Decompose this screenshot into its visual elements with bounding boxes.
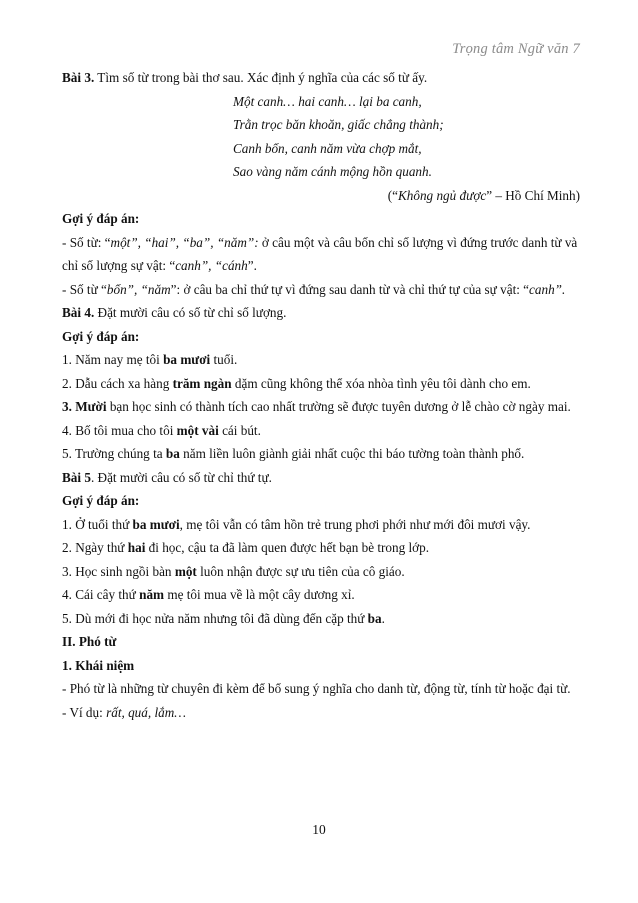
exercise-3 bbox=[62, 66, 580, 90]
running-header: Trọng tâm Ngữ văn 7 bbox=[452, 41, 580, 57]
answer-4-item: 5. Trường chúng ta ba năm liền luôn giành giải nhất cuộc thi báo tường toàn thành phố. bbox=[62, 446, 525, 461]
answer-5-item: 1. Ở tuổi thứ ba mươi, mẹ tôi vẫn có tâm hồn trẻ trung phơi phới như mới đôi mươi vậy. bbox=[62, 516, 531, 532]
exercise-4-text: Đặt mười câu có số từ chỉ số lượng. bbox=[94, 305, 287, 320]
poem-line: Sao vàng năm cánh mộng hồn quanh. bbox=[233, 164, 432, 179]
answer-5-item: 3. Học sinh ngồi bàn một luôn nhận được sự ưu tiên của cô giáo. bbox=[62, 563, 405, 579]
answer-3-part-1: - Số từ: “một”, “hai”, “ba”, “năm”: ở câu một và câu bốn chỉ số lượng vì đứng trước danh từ và chỉ số lượng sự vật: “canh”, “cánh”. bbox=[62, 234, 578, 273]
exercise-4-label: Bài 4. bbox=[62, 305, 95, 320]
exercise-5-text: . Đặt mười câu có số từ chỉ thứ tự. bbox=[90, 469, 272, 485]
poem-title: Không ngủ được bbox=[397, 187, 487, 203]
poem-line: Một canh… hai canh… lại ba canh, bbox=[233, 93, 422, 109]
answer-heading: Gợi ý đáp án: bbox=[62, 328, 140, 344]
answer-4-item: 1. Năm nay mẹ tôi ba mươi tuổi. bbox=[62, 352, 238, 367]
poem-source: (“Không ngủ được” – Hồ Chí Minh) bbox=[387, 187, 580, 203]
example: - Ví dụ: rất, quá, lắm… bbox=[62, 704, 186, 720]
section-heading: II. Phó từ bbox=[62, 634, 117, 649]
exercise-3-text: Tìm số từ trong bài thơ sau. Xác định ý nghĩa của các số từ ấy. bbox=[94, 70, 428, 85]
exercise-4 bbox=[62, 301, 580, 325]
poem-line: Canh bốn, canh năm vừa chợp mắt, bbox=[233, 140, 422, 156]
answer-4-item: 4. Bố tôi mua cho tôi một vài cái bút. bbox=[62, 422, 261, 438]
poem-line: Trằn trọc băn khoăn, giấc chẳng thành; bbox=[233, 117, 444, 132]
answer-4-item: 2. Dẫu cách xa hàng trăm ngàn dặm cũng không thể xóa nhòa tình yêu tôi dành cho em. bbox=[62, 375, 531, 391]
answer-5-item: 5. Dù mới đi học nửa năm nhưng tôi đã dùng đến cặp thứ ba. bbox=[62, 610, 385, 626]
definition: - Phó từ là những từ chuyên đi kèm để bổ sung ý nghĩa cho danh từ, động từ, tính từ hoặc đại từ. bbox=[62, 681, 571, 696]
answer-heading: Gợi ý đáp án: bbox=[62, 211, 140, 226]
exercise-5-label: Bài 5 bbox=[62, 469, 91, 485]
answer-5-item: 2. Ngày thứ hai đi học, cậu ta đã làm quen được hết bạn bè trong lớp. bbox=[62, 540, 430, 555]
page-number: 10 bbox=[312, 822, 326, 837]
answer-3-part-2: - Số từ “bốn”, “năm”: ở câu ba chỉ thứ tự vì đứng sau danh từ và chỉ thứ tự của sự vật: “canh”. bbox=[62, 281, 566, 297]
answer-4-item: 3. Mười bạn học sinh có thành tích cao nhất trường sẽ được tuyên dương ở lễ chào cờ ngày mai. bbox=[62, 399, 571, 414]
page-content bbox=[62, 66, 580, 724]
exercise-3-label: Bài 3. bbox=[62, 70, 95, 85]
exercise-5 bbox=[62, 466, 580, 490]
answer-heading: Gợi ý đáp án: bbox=[62, 493, 140, 508]
poem bbox=[62, 90, 580, 184]
subsection-heading: 1. Khái niệm bbox=[62, 657, 135, 673]
answer-5-item: 4. Cái cây thứ năm mẹ tôi mua về là một cây dương xỉ. bbox=[62, 587, 355, 602]
